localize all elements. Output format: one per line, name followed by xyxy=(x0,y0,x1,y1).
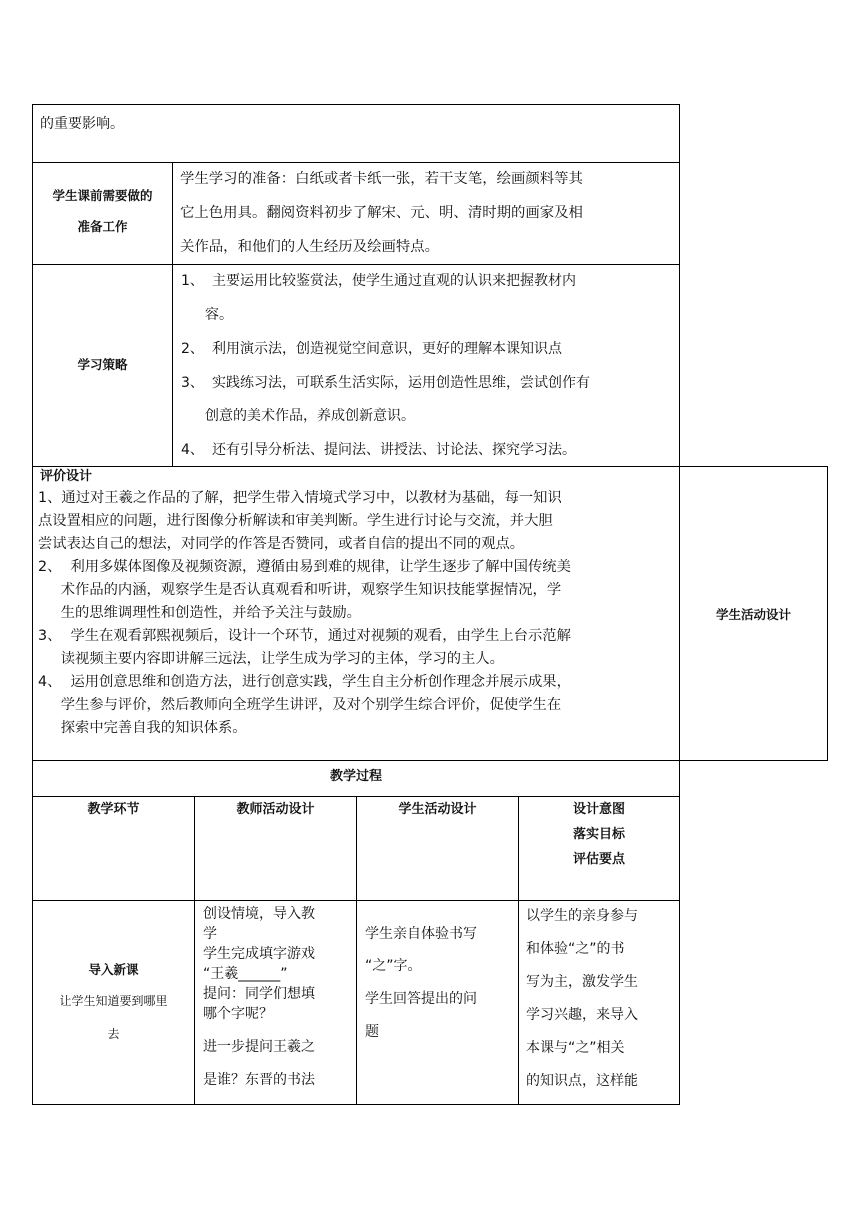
row-teacher-line-8: 是谁？东晋的书法 xyxy=(203,1072,315,1088)
strategy-item-1-num: 1、 xyxy=(181,273,204,289)
strategy-item-4-num: 4、 xyxy=(181,442,204,458)
prep-label-line1: 学生课前需要做的 xyxy=(52,188,153,203)
evaluation-line-7: 3、 学生在观看郭熙视频后，设计一个环节，通过对视频的观看，由学生上台示范解 xyxy=(38,628,571,644)
evaluation-line-3: 尝试表达自己的想法，对同学的作答是否赞同，或者自信的提出不同的观点。 xyxy=(38,536,525,552)
evaluation-title: 评价设计 xyxy=(40,469,93,484)
row-student-line-4: 题 xyxy=(365,1024,379,1040)
row-intent-line-6: 的知识点，这样能 xyxy=(526,1073,638,1089)
row-step-title: 导入新课 xyxy=(88,962,139,977)
row-teacher-line-5: 提问：同学们想填 xyxy=(203,986,315,1002)
header-intent-line1: 设计意图 xyxy=(572,802,625,817)
strategy-item-1-line1: 主要运用比较鉴赏法，使学生通过直观的认识来把握教材内 xyxy=(212,273,576,289)
strategy-item-3-num: 3、 xyxy=(181,375,204,391)
header-intent-line2: 落实目标 xyxy=(572,827,625,842)
top-fragment-cell xyxy=(32,104,680,163)
header-step: 教学环节 xyxy=(87,802,140,817)
evaluation-side-label: 学生活动设计 xyxy=(715,607,791,622)
strategy-item-2-num: 2、 xyxy=(181,341,204,357)
evaluation-line-9: 4、 运用创意思维和创造方法，进行创意实践，学生自主分析创作理念并展示成果， xyxy=(38,674,571,690)
row-teacher-line-4: “王羲______” xyxy=(203,966,288,982)
evaluation-line-8: 读视频主要内容即讲解三远法，让学生成为学习的主体，学习的主人。 xyxy=(38,651,504,667)
strategy-item-2-line1: 利用演示法，创造视觉空间意识，更好的理解本课知识点 xyxy=(212,341,562,357)
evaluation-line-4: 2、 利用多媒体图像及视频资源，遵循由易到难的规律，让学生逐步了解中国传统美 xyxy=(38,559,571,575)
row-teacher-line-6: 哪个字呢？ xyxy=(203,1006,273,1022)
row-intent-line-5: 本课与“之”相关 xyxy=(526,1040,625,1056)
process-title: 教学过程 xyxy=(329,769,382,784)
row-intent-line-2: 和体验“之”的书 xyxy=(526,941,625,957)
evaluation-line-1: 1、通过对王羲之作品的了解，把学生带入情境式学习中，以教材为基础，每一知识 xyxy=(38,490,562,506)
row-intent-line-1: 以学生的亲身参与 xyxy=(526,908,638,924)
evaluation-line-6: 生的思维调理性和创造性，并给予关注与鼓励。 xyxy=(38,605,361,621)
header-intent-line3: 评估要点 xyxy=(572,852,625,867)
row-teacher-line-1: 创设情境，导入教 xyxy=(203,906,315,922)
strategy-label: 学习策略 xyxy=(77,357,128,372)
row-student-line-2: “之”字。 xyxy=(365,958,422,974)
strategy-item-3-line2: 创意的美术作品，养成创新意识。 xyxy=(205,408,415,424)
row-step-sub-line1: 让学生知道要到哪里 xyxy=(59,994,168,1008)
top-fragment-text: 的重要影响。 xyxy=(40,116,124,132)
evaluation-line-5: 术作品的内涵，观察学生是否认真观看和听讲，观察学生知识技能掌握情况，学 xyxy=(38,582,562,598)
row-teacher-line-2: 学 xyxy=(203,926,217,942)
strategy-item-3-line1: 实践练习法，可联系生活实际，运用创造性思维，尝试创作有 xyxy=(212,375,590,391)
row-student-line-1: 学生亲自体验书写 xyxy=(365,926,477,942)
strategy-item-1-line2: 容。 xyxy=(205,307,233,323)
prep-label-line2: 准备工作 xyxy=(77,219,128,234)
strategy-content-cell xyxy=(172,264,680,467)
strategy-item-4-line1: 还有引导分析法、提问法、讲授法、讨论法、探究学习法。 xyxy=(212,442,576,458)
prep-line-3: 关作品，和他们的人生经历及绘画特点。 xyxy=(180,239,440,255)
row-step-sub-line2: 去 xyxy=(107,1027,120,1041)
row-student-line-3: 学生回答提出的问 xyxy=(365,991,477,1007)
row-teacher-line-7: 进一步提问王羲之 xyxy=(203,1039,315,1055)
prep-label-cell xyxy=(32,162,173,265)
prep-line-2: 它上色用具。翻阅资料初步了解宋、元、明、清时期的画家及相 xyxy=(180,205,583,221)
evaluation-line-10: 学生参与评价，然后教师向全班学生讲评，及对个别学生综合评价，促使学生在 xyxy=(38,697,562,713)
header-teacher: 教师活动设计 xyxy=(236,802,315,817)
evaluation-line-2: 点设置相应的问题，进行图像分析解读和审美判断。学生进行讨论与交流，并大胆 xyxy=(38,513,553,529)
header-student: 学生活动设计 xyxy=(398,802,477,817)
row-teacher-line-3: 学生完成填字游戏 xyxy=(203,946,315,962)
prep-line-1: 学生学习的准备：白纸或者卡纸一张，若干支笔，绘画颜料等其 xyxy=(180,171,583,187)
row-intent-line-3: 写为主，激发学生 xyxy=(526,974,638,990)
evaluation-line-11: 探索中完善自我的知识体系。 xyxy=(38,720,247,736)
row-intent-line-4: 学习兴趣，来导入 xyxy=(526,1007,638,1023)
